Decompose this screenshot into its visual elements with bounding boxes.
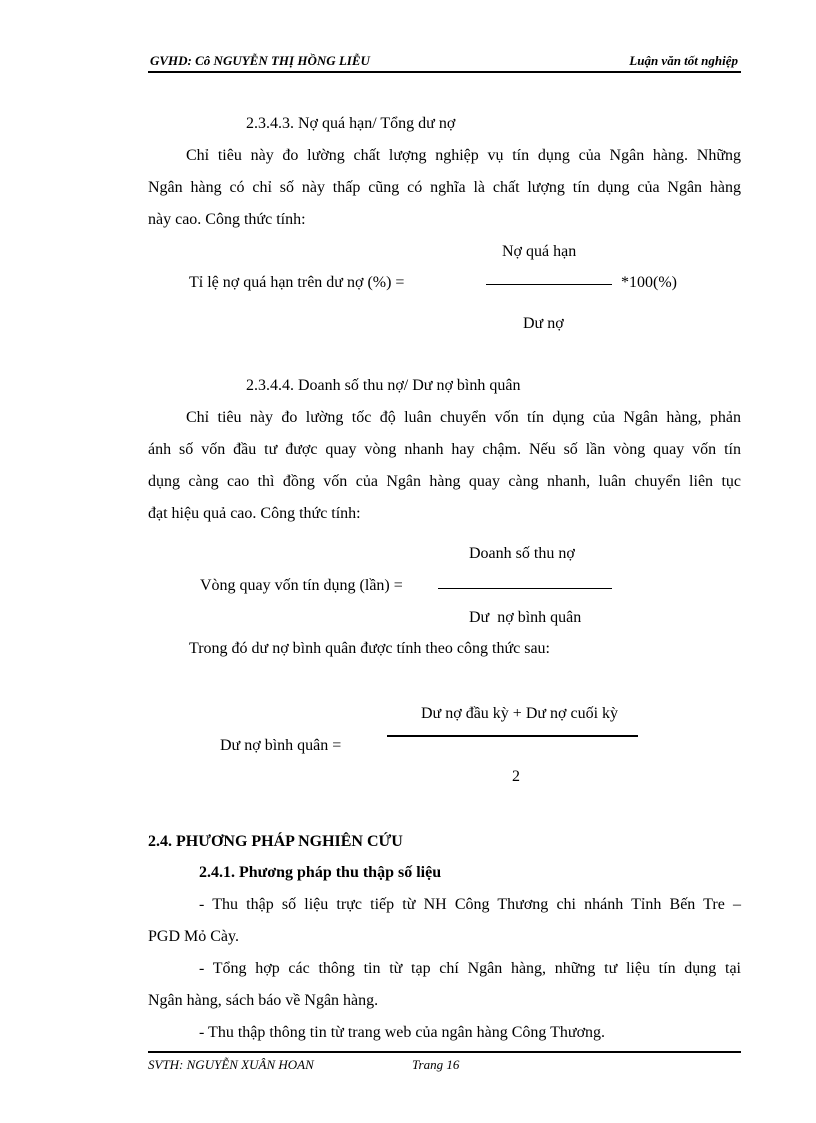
footer-rule (148, 1051, 741, 1053)
para-2343-line-2: Ngân hàng có chỉ số này thấp cũng có nghĩa là chất lượng tín dụng của Ngân hàng (148, 179, 741, 196)
formula-note: Trong đó dư nợ bình quân được tính theo công thức sau: (189, 640, 550, 657)
heading-2344: 2.3.4.4. Doanh số thu nợ/ Dư nợ bình quân (246, 377, 521, 394)
formula-1-numerator: Nợ quá hạn (502, 243, 577, 260)
formula-3-numerator: Dư nợ đầu kỳ + Dư nợ cuối kỳ (421, 705, 619, 722)
formula-1-denominator: Dư nợ (523, 315, 564, 332)
formula-2-fraction-bar (438, 588, 612, 589)
header-rule (148, 71, 741, 73)
list-item-3: - Thu thập thông tin từ trang web của ngân hàng Công Thương. (199, 1024, 606, 1041)
heading-241: 2.4.1. Phương pháp thu thập số liệu (199, 864, 442, 881)
formula-3-denominator: 2 (512, 768, 520, 785)
list-item-2-line-1: - Tổng hợp các thông tin từ tạp chí Ngân hàng, những tư liệu tín dụng tại (199, 960, 741, 977)
formula-1-label: Tỉ lệ nợ quá hạn trên dư nợ (%) = (189, 274, 405, 291)
para-2344-line-4: đạt hiệu quả cao. Công thức tính: (148, 505, 361, 522)
para-2343-line-1: Chỉ tiêu này đo lường chất lượng nghiệp vụ tín dụng của Ngân hàng. Những (186, 147, 741, 164)
footer-left: SVTH: NGUYỄN XUÂN HOAN (148, 1057, 314, 1072)
footer-page-number: Trang 16 (412, 1057, 460, 1072)
formula-1-fraction-bar (486, 284, 612, 285)
formula-2-numerator: Doanh số thu nợ (469, 545, 575, 562)
para-2344-line-3: dụng càng cao thì đồng vốn của Ngân hàng quay càng nhanh, luân chuyển liên tục (148, 473, 741, 490)
header-right: Luận văn tốt nghiệp (629, 53, 738, 68)
heading-24: 2.4. PHƯƠNG PHÁP NGHIÊN CỨU (148, 833, 403, 850)
para-2344-line-2: ánh số vốn đầu tư được quay vòng nhanh hay chậm. Nếu số lần vòng quay vốn tín (148, 441, 741, 458)
para-2344-line-1: Chỉ tiêu này đo lường tốc độ luân chuyển vốn tín dụng của Ngân hàng, phản (186, 409, 741, 426)
formula-2-denominator: Dư nợ bình quân (469, 609, 582, 626)
list-item-2-line-2: Ngân hàng, sách báo về Ngân hàng. (148, 992, 379, 1009)
list-item-1-line-2: PGD Mỏ Cày. (148, 928, 239, 945)
formula-1-suffix: *100(%) (621, 274, 677, 291)
formula-3-label: Dư nợ bình quân = (220, 737, 342, 754)
list-item-1-line-1: - Thu thập số liệu trực tiếp từ NH Công Thương chi nhánh Tỉnh Bến Tre – (199, 896, 741, 913)
formula-2-label: Vòng quay vốn tín dụng (lần) = (200, 577, 403, 594)
header-left: GVHD: Cô NGUYỄN THỊ HỒNG LIỄU (150, 53, 370, 68)
formula-3-fraction-bar (387, 735, 638, 737)
heading-2343: 2.3.4.3. Nợ quá hạn/ Tổng dư nợ (246, 115, 456, 132)
para-2343-line-3: này cao. Công thức tính: (148, 211, 306, 228)
